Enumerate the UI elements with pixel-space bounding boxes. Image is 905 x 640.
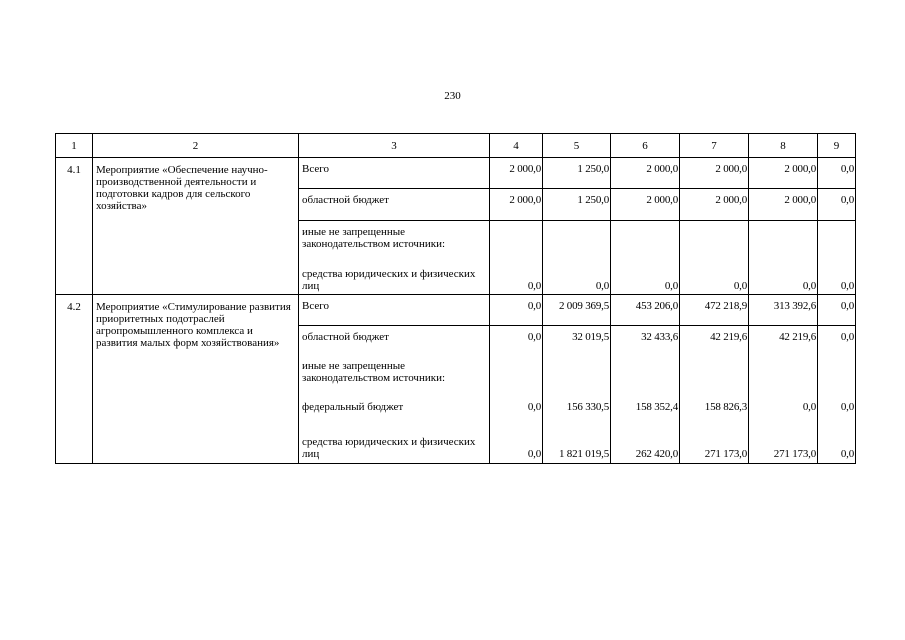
funding-source: иные не запрещенные законодательством источники: xyxy=(299,354,490,393)
value-cell: 0,0 xyxy=(611,259,680,295)
value-cell: 0,0 xyxy=(680,259,749,295)
funding-source: Всего xyxy=(299,295,490,326)
value-cell: 2 000,0 xyxy=(749,189,818,221)
budget-table xyxy=(55,133,856,464)
header-cell: 8 xyxy=(749,134,818,158)
value-cell xyxy=(680,221,749,260)
value-cell xyxy=(680,354,749,393)
value-cell: 2 000,0 xyxy=(611,189,680,221)
value-cell xyxy=(749,354,818,393)
value-cell: 32 019,5 xyxy=(543,326,611,355)
value-cell xyxy=(818,354,856,393)
activity-index: 4.2 xyxy=(56,295,93,464)
value-cell: 0,0 xyxy=(818,259,856,295)
value-cell: 2 000,0 xyxy=(680,158,749,189)
value-cell xyxy=(611,354,680,393)
funding-source: средства юридических и физических лиц xyxy=(299,427,490,464)
value-cell: 0,0 xyxy=(818,295,856,326)
activity-name: Мероприятие «Стимулирование развития приоритетных подотраслей агропромышленного комплекса и развития малых форм хозяйствования» xyxy=(93,295,299,464)
value-cell: 0,0 xyxy=(818,158,856,189)
value-cell: 2 000,0 xyxy=(749,158,818,189)
header-cell: 5 xyxy=(543,134,611,158)
header-cell: 6 xyxy=(611,134,680,158)
header-row xyxy=(56,134,856,158)
funding-source: средства юридических и физических лиц xyxy=(299,259,490,295)
page-number: 230 xyxy=(444,90,461,102)
value-cell xyxy=(611,221,680,260)
value-cell: 0,0 xyxy=(490,259,543,295)
value-cell: 0,0 xyxy=(490,326,543,355)
funding-source: областной бюджет xyxy=(299,326,490,355)
table-row xyxy=(56,158,856,189)
value-cell: 472 218,9 xyxy=(680,295,749,326)
value-cell: 271 173,0 xyxy=(749,427,818,464)
header-cell: 9 xyxy=(818,134,856,158)
value-cell: 0,0 xyxy=(818,427,856,464)
value-cell: 158 826,3 xyxy=(680,393,749,427)
value-cell: 0,0 xyxy=(818,189,856,221)
value-cell xyxy=(543,221,611,260)
value-cell: 271 173,0 xyxy=(680,427,749,464)
value-cell: 32 433,6 xyxy=(611,326,680,355)
value-cell: 1 821 019,5 xyxy=(543,427,611,464)
header-cell: 3 xyxy=(299,134,490,158)
value-cell xyxy=(543,354,611,393)
value-cell: 313 392,6 xyxy=(749,295,818,326)
value-cell: 262 420,0 xyxy=(611,427,680,464)
value-cell: 2 000,0 xyxy=(490,189,543,221)
value-cell: 1 250,0 xyxy=(543,158,611,189)
funding-source: иные не запрещенные законодательством источники: xyxy=(299,221,490,260)
header-cell: 7 xyxy=(680,134,749,158)
value-cell xyxy=(818,221,856,260)
value-cell: 0,0 xyxy=(543,259,611,295)
value-cell: 0,0 xyxy=(818,393,856,427)
value-cell xyxy=(749,221,818,260)
value-cell: 2 000,0 xyxy=(490,158,543,189)
value-cell: 2 000,0 xyxy=(680,189,749,221)
funding-source: Всего xyxy=(299,158,490,189)
value-cell xyxy=(490,221,543,260)
header-cell: 1 xyxy=(56,134,93,158)
value-cell: 0,0 xyxy=(490,393,543,427)
value-cell: 2 009 369,5 xyxy=(543,295,611,326)
value-cell xyxy=(490,354,543,393)
value-cell: 0,0 xyxy=(818,326,856,355)
funding-source: федеральный бюджет xyxy=(299,393,490,427)
value-cell: 42 219,6 xyxy=(680,326,749,355)
table-row xyxy=(56,295,856,326)
activity-name: Мероприятие «Обеспечение научно-производственной деятельности и подготовки кадров для сельского хозяйства» xyxy=(93,158,299,295)
activity-index: 4.1 xyxy=(56,158,93,295)
value-cell: 42 219,6 xyxy=(749,326,818,355)
value-cell: 156 330,5 xyxy=(543,393,611,427)
value-cell: 0,0 xyxy=(749,393,818,427)
value-cell: 453 206,0 xyxy=(611,295,680,326)
value-cell: 0,0 xyxy=(490,295,543,326)
header-cell: 4 xyxy=(490,134,543,158)
value-cell: 2 000,0 xyxy=(611,158,680,189)
value-cell: 0,0 xyxy=(490,427,543,464)
funding-source: областной бюджет xyxy=(299,189,490,221)
value-cell: 1 250,0 xyxy=(543,189,611,221)
value-cell: 0,0 xyxy=(749,259,818,295)
header-cell: 2 xyxy=(93,134,299,158)
value-cell: 158 352,4 xyxy=(611,393,680,427)
